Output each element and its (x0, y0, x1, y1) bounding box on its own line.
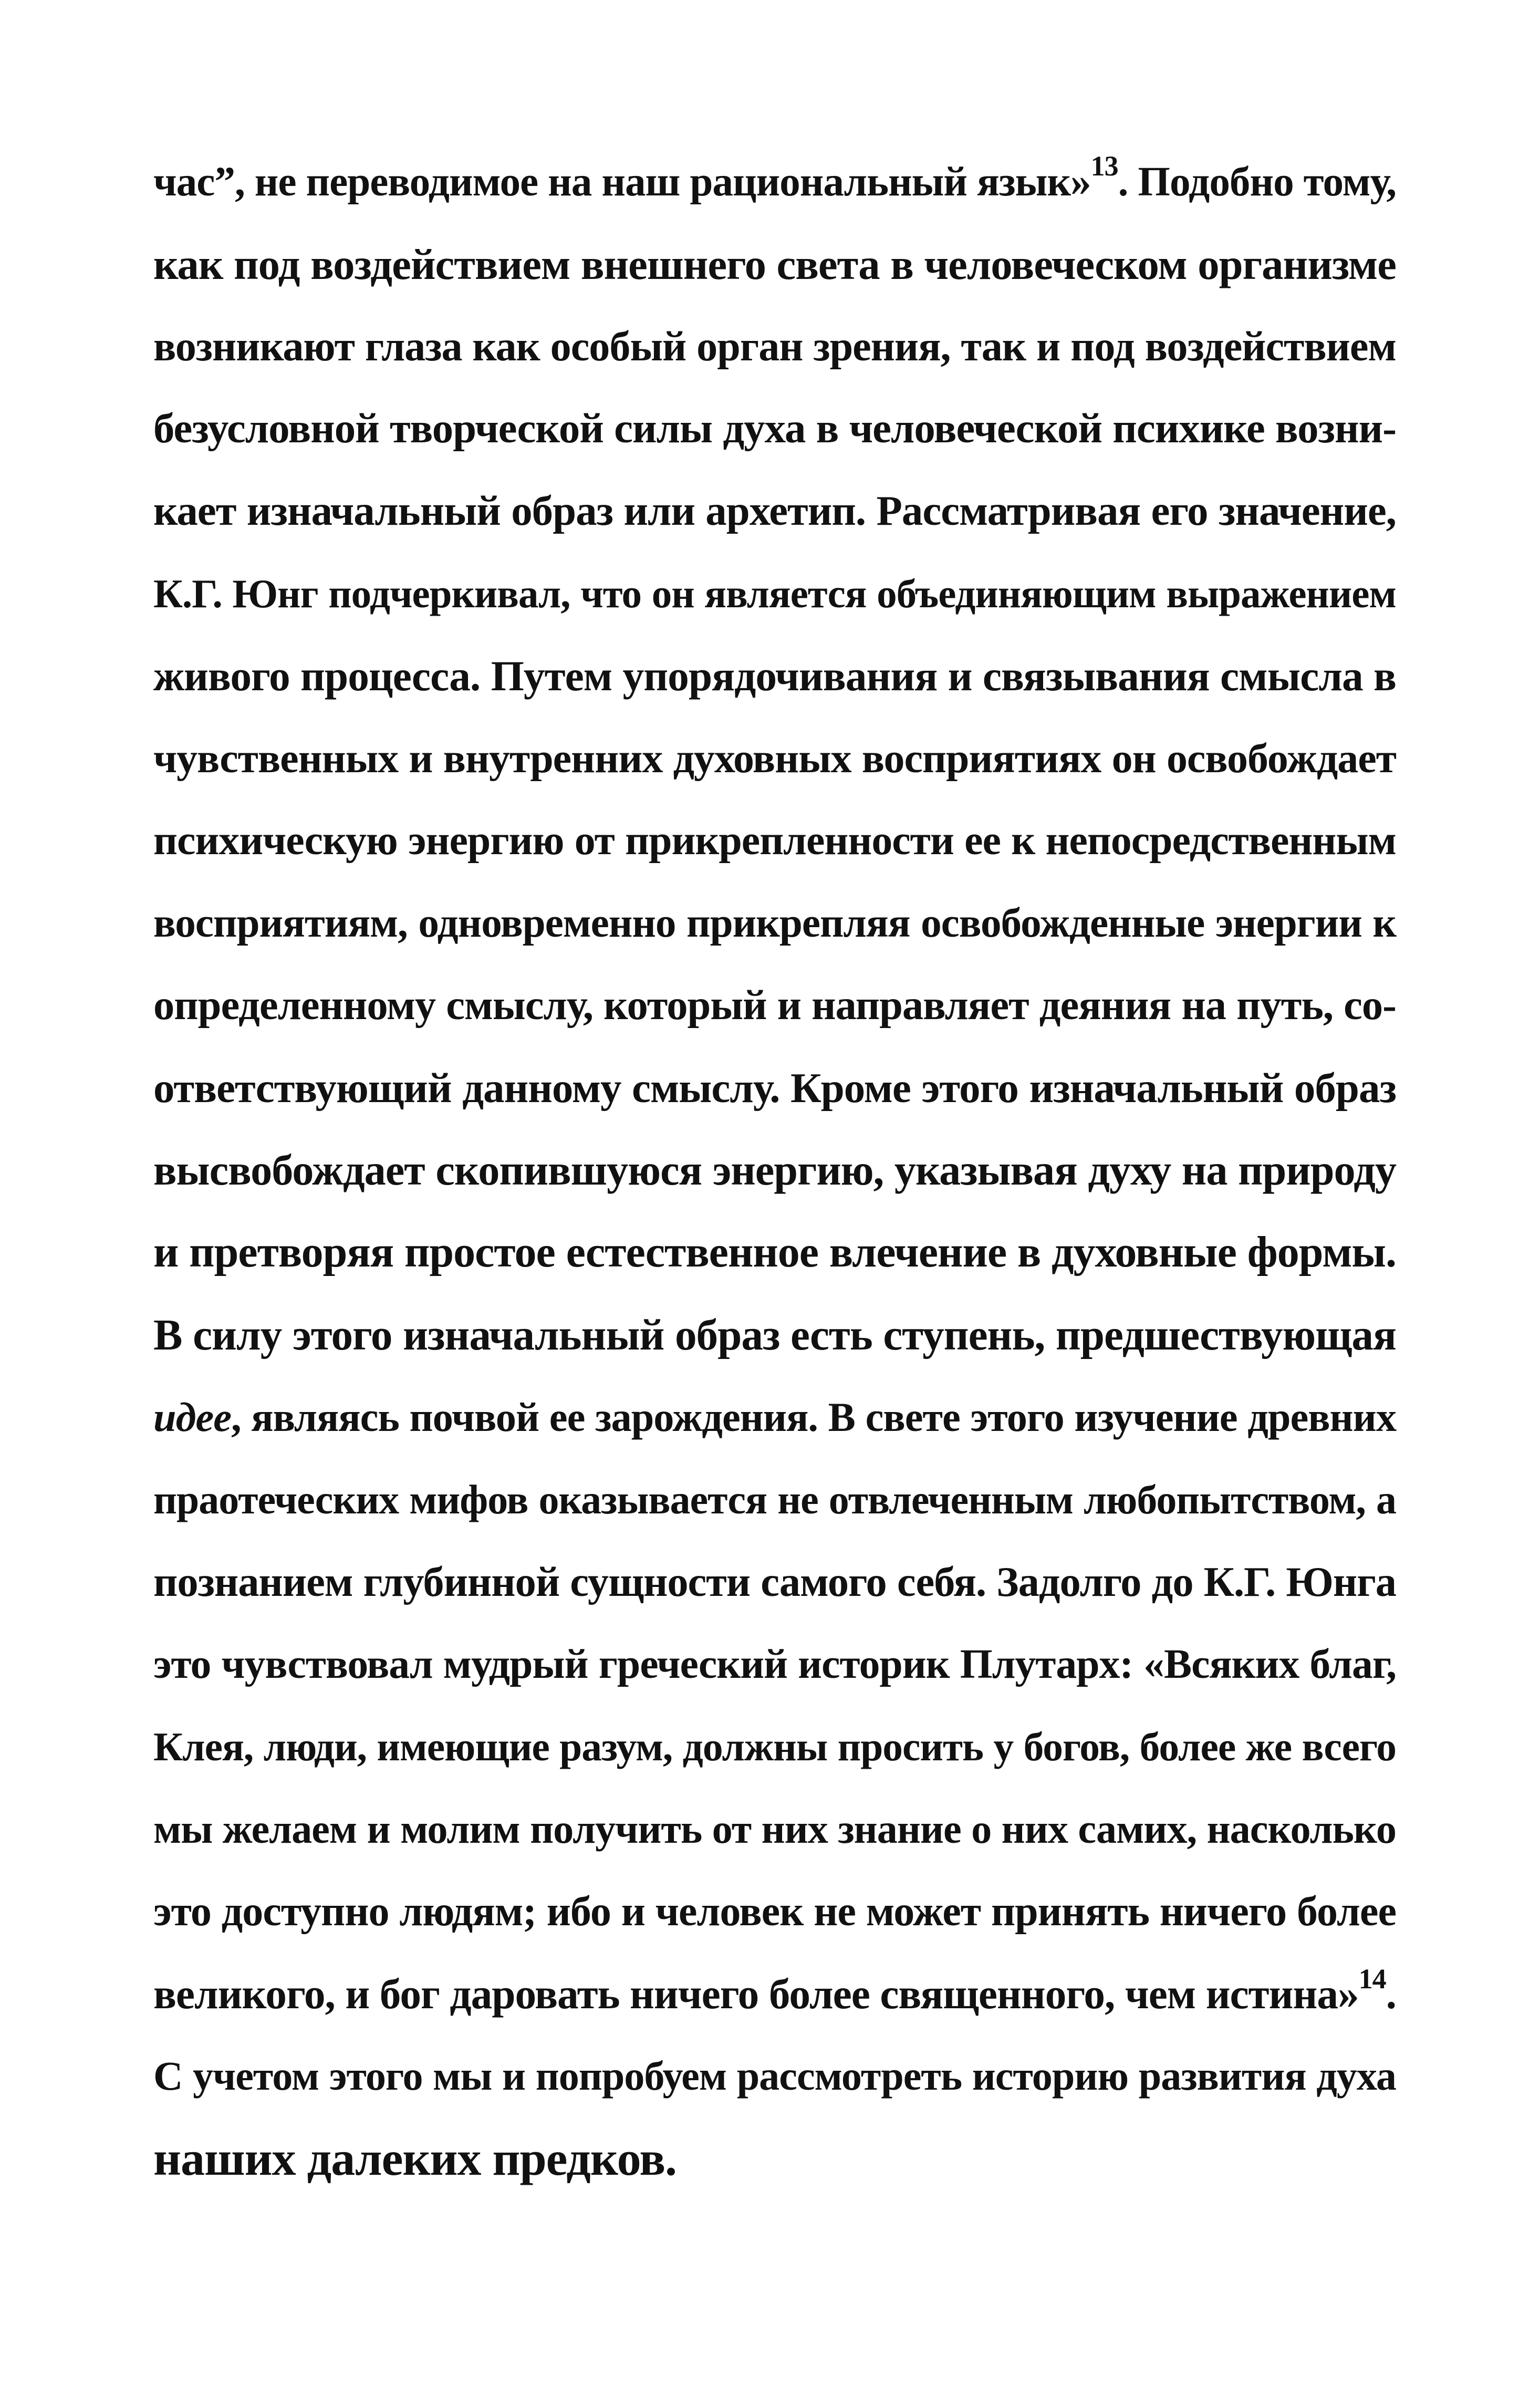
text-line (153, 470, 1396, 553)
text-segment: К.Г. Юнг подчеркивал, что он является объединяющим выражением (153, 570, 1396, 616)
text-segment: В силу этого изначальный образ есть ступень, предшествующая (153, 1311, 1396, 1359)
text-line (153, 1294, 1396, 1376)
text-segment: час”, не переводимое на наш рациональный язык» (153, 159, 1091, 205)
text-segment: ответствующий данному смыслу. Кроме этого изначальный образ (153, 1064, 1396, 1112)
text-segment: психическую энергию от прикрепленности ее к непосредственным (153, 817, 1396, 864)
text-line (153, 1541, 1396, 1624)
text-segment: определенному смыслу, который и направляет деяния на путь, со- (153, 981, 1396, 1029)
footnote-reference: 14 (1358, 1963, 1386, 1995)
text-line (153, 2035, 1396, 2118)
text-segment: великого, и бог даровать ничего более священного, чем истина» (153, 1970, 1359, 2018)
text-line (153, 388, 1396, 470)
text-line (153, 553, 1396, 635)
text-segment: восприятиям, одновременно прикрепляя освобожденные энергии к (153, 900, 1396, 947)
text-line (153, 2118, 1396, 2200)
text-line (153, 1047, 1396, 1129)
text-segment: , являясь почвой ее зарождения. В свете этого изучение древних (231, 1394, 1396, 1440)
text-segment: это доступно людям; ибо и человек не может принять ничего более (153, 1888, 1396, 1935)
text-segment: живого процесса. Путем упорядочивания и связывания смысла в (153, 651, 1396, 700)
text-line (153, 964, 1396, 1047)
text-line (153, 882, 1396, 964)
text-line (153, 718, 1396, 800)
emphasized-text: идее (153, 1394, 231, 1440)
text-segment: С учетом этого мы и попробуем рассмотреть историю развития духа (153, 2053, 1396, 2099)
text-segment: . (1386, 1970, 1396, 2018)
text-segment: кает изначальный образ или архетип. Рассматривая его значение, (153, 487, 1396, 535)
text-line (153, 1376, 1396, 1459)
text-line (153, 1129, 1396, 1212)
text-line (153, 800, 1396, 882)
text-line (153, 635, 1396, 718)
text-line (153, 1871, 1396, 1953)
body-paragraph (153, 141, 1396, 2200)
text-segment: как под воздействием внешнего света в человеческом организме (153, 240, 1396, 288)
footnote-reference: 13 (1090, 150, 1118, 182)
text-line (153, 1953, 1396, 2036)
text-segment: Клея, люди, имеющие разум, должны просить у богов, более же всего (153, 1724, 1396, 1770)
text-line (153, 141, 1396, 223)
text-segment: . Подобно тому, (1118, 159, 1396, 205)
text-segment: наших далеких предков. (153, 2132, 677, 2186)
text-segment: мы желаем и молим получить от них знание о них самих, насколько (153, 1805, 1396, 1852)
text-segment: чувственных и внутренних духовных восприятиях он освобождает (153, 735, 1396, 782)
text-segment: праотеческих мифов оказывается не отвлеченным любопытством, а (153, 1477, 1396, 1522)
text-segment: это чувствовал мудрый греческий историк Плутарх: «Всяких благ, (153, 1641, 1396, 1688)
text-segment: безусловной творческой силы духа в человеческой психике возни- (153, 405, 1396, 452)
text-segment: и претворяя простое естественное влечение в духовные формы. (153, 1228, 1396, 1277)
text-segment: познанием глубинной сущности самого себя. Задолго до К.Г. Юнга (153, 1558, 1396, 1605)
text-segment: возникают глаза как особый орган зрения, так и под воздействием (153, 323, 1396, 370)
text-line (153, 1788, 1396, 1871)
text-line (153, 1211, 1396, 1294)
text-line (153, 1459, 1396, 1541)
text-segment: высвобождает скопившуюся энергию, указывая духу на природу (153, 1146, 1396, 1194)
text-line (153, 1623, 1396, 1706)
text-line (153, 223, 1396, 306)
text-line (153, 1706, 1396, 1788)
text-line (153, 306, 1396, 388)
